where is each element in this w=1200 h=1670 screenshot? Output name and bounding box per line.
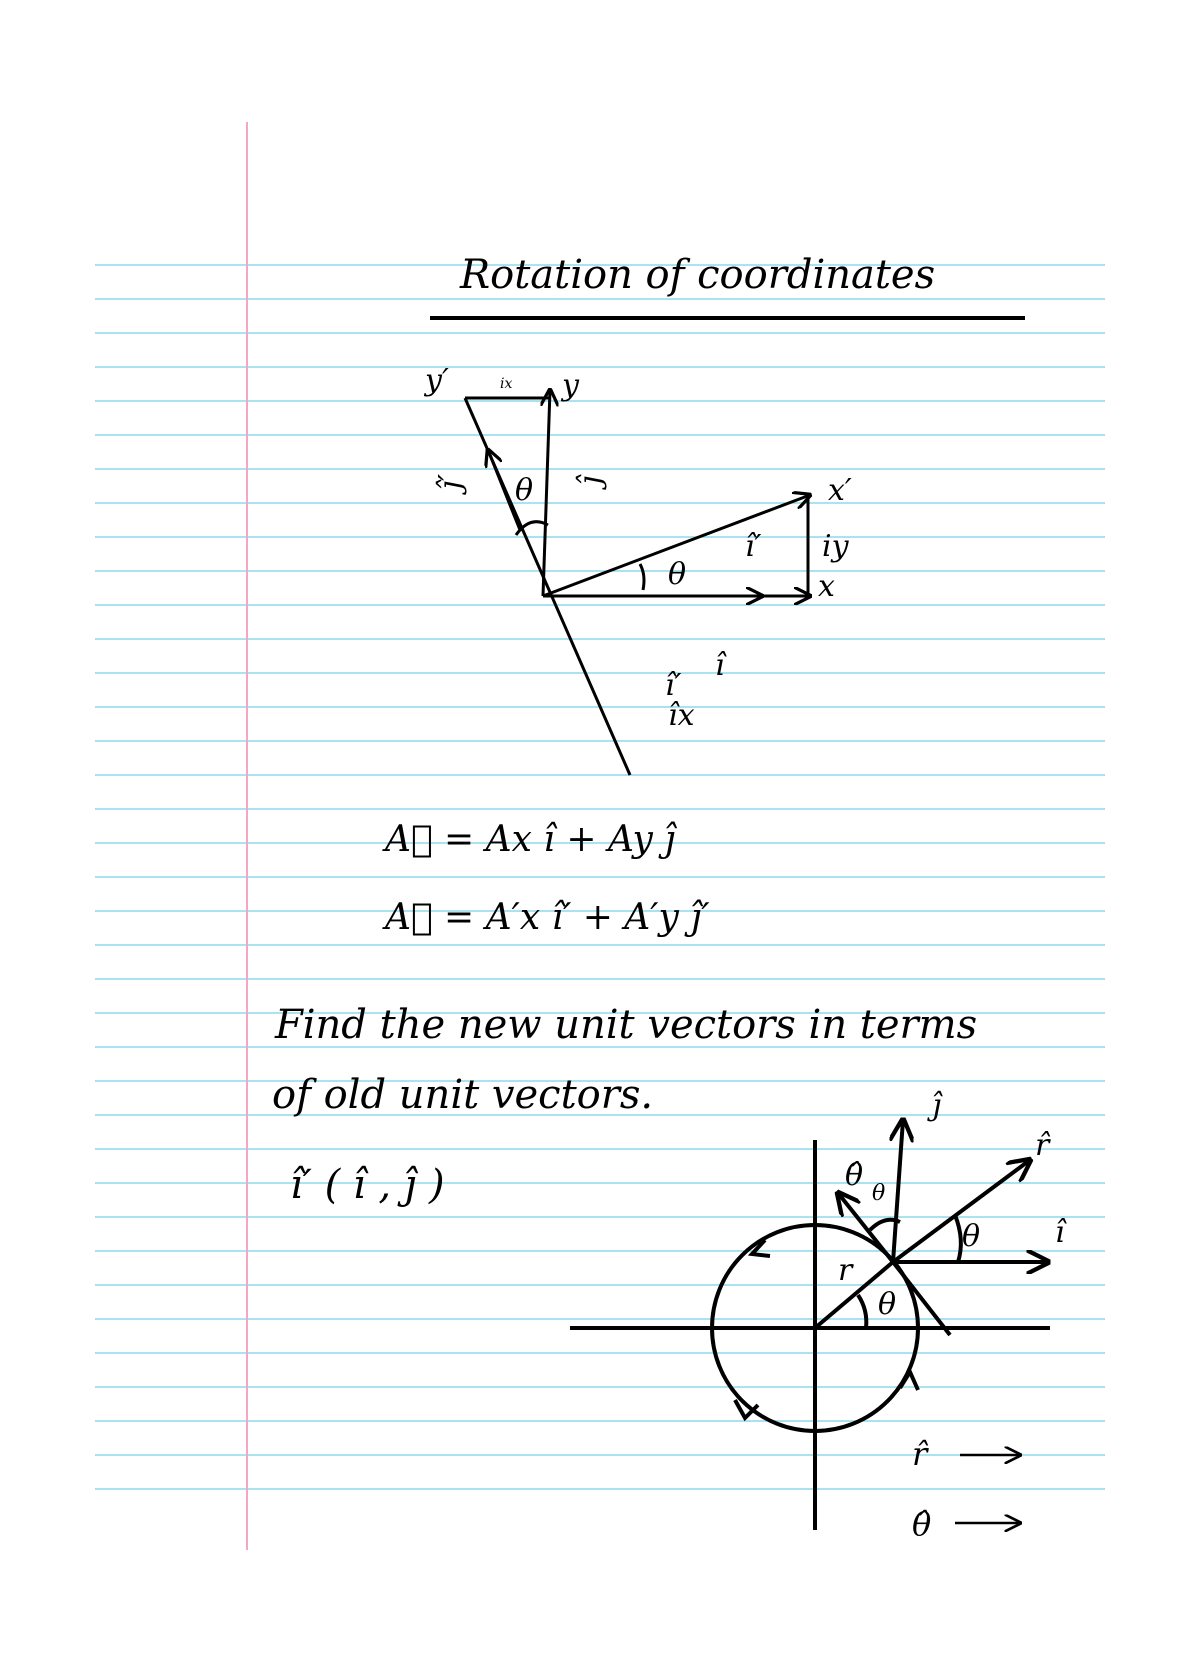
label-theta-right: θ	[668, 557, 687, 592]
label-r: r	[838, 1253, 853, 1288]
label-j-hat-2: ĵ	[932, 1088, 942, 1123]
instruction-line-1: Find the new unit vectors in terms	[275, 1002, 978, 1048]
label-theta-sub: θ	[872, 1181, 886, 1206]
equation-1: A⃗ = Ax î + Ay ĵ	[385, 819, 676, 860]
label-y-prime: y′	[425, 363, 449, 398]
label-theta-inner: θ	[878, 1287, 897, 1322]
label-i-y: iy	[822, 529, 849, 564]
label-i-hat: î	[715, 648, 725, 683]
label-i-hat-2: î	[1055, 1215, 1065, 1250]
label-i-x: îx	[668, 698, 695, 733]
label-theta-angle: θ	[962, 1219, 981, 1254]
equation-2: A⃗ = A′x î′ + A′y ĵ′	[385, 897, 710, 938]
legend-theta-hat: θ̂	[912, 1505, 932, 1543]
label-r-hat: r̂	[1035, 1128, 1050, 1163]
label-j-hat: ĵ	[573, 475, 608, 485]
label-i-hat-prime: î′	[745, 529, 762, 564]
label-x-prime: x′	[828, 473, 852, 508]
label-j-hat-prime: ĵ′	[433, 473, 468, 490]
label-i-hat-prime-below: î′	[665, 668, 682, 703]
label-y: y	[562, 368, 579, 403]
legend-r-hat: r̂	[912, 1435, 928, 1473]
label-x: x	[818, 569, 835, 604]
label-small-x: ix	[500, 376, 513, 392]
function-note: î′ ( î , ĵ )	[290, 1162, 445, 1208]
label-theta-hat: θ̂	[845, 1158, 864, 1193]
label-theta-left: θ	[515, 473, 534, 508]
page-title: Rotation of coordinates	[460, 252, 936, 298]
instruction-line-2: of old unit vectors.	[272, 1072, 654, 1118]
